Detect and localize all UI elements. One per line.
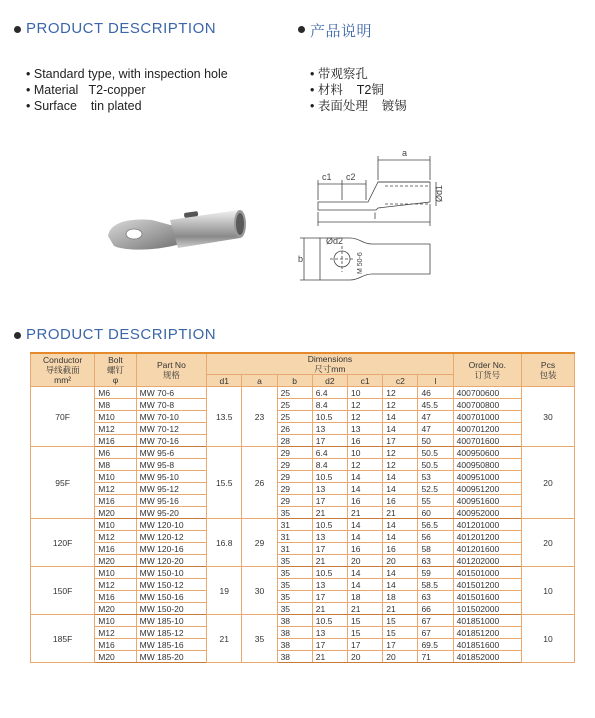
dim-d2-label: Ød2 [326, 236, 344, 246]
table-row [31, 591, 575, 603]
cell-conductor: 70F [31, 387, 95, 447]
cell-c1: 14 [348, 483, 383, 495]
cell-d2: 17 [312, 591, 347, 603]
cell-pcs: 20 [522, 519, 575, 567]
cell-d2: 17 [312, 639, 347, 651]
cell-bolt: M20 [95, 507, 136, 519]
cell-order-no: 401201200 [453, 531, 521, 543]
bullet-icon [14, 26, 21, 33]
cell-d2: 10.5 [312, 615, 347, 627]
table-row [31, 459, 575, 471]
cell-order-no: 400950600 [453, 447, 521, 459]
cell-c1: 18 [348, 591, 383, 603]
cell-b: 29 [277, 483, 312, 495]
bullet-icon [14, 332, 21, 339]
cell-c1: 14 [348, 471, 383, 483]
cell-l: 46 [418, 387, 453, 399]
cell-d2: 10.5 [312, 471, 347, 483]
cell-b: 25 [277, 399, 312, 411]
cell-bolt: M20 [95, 555, 136, 567]
cell-d2: 8.4 [312, 399, 347, 411]
header-dimensions: Dimensions 尺寸mm [207, 353, 454, 375]
table-row [31, 495, 575, 507]
cable-lug-photo [100, 196, 250, 266]
cell-d2: 17 [312, 495, 347, 507]
table-row [31, 435, 575, 447]
cell-l: 50.5 [418, 459, 453, 471]
feature-item: • Material T2-copper [26, 83, 146, 97]
cell-bolt: M20 [95, 603, 136, 615]
cell-l: 66 [418, 603, 453, 615]
cell-l: 58 [418, 543, 453, 555]
table-row [31, 471, 575, 483]
cell-d1: 21 [207, 615, 242, 663]
cell-c2: 14 [383, 471, 418, 483]
cell-order-no: 401201000 [453, 519, 521, 531]
bullet-icon [298, 26, 305, 33]
cell-order-no: 101502000 [453, 603, 521, 615]
cell-a: 26 [242, 447, 277, 519]
cell-part-no: MW 150-20 [136, 603, 206, 615]
cell-l: 47 [418, 423, 453, 435]
cell-order-no: 400951600 [453, 495, 521, 507]
cell-d2: 21 [312, 507, 347, 519]
cell-bolt: M16 [95, 639, 136, 651]
cell-c1: 14 [348, 579, 383, 591]
cell-d2: 13 [312, 627, 347, 639]
cell-c2: 21 [383, 603, 418, 615]
cell-c2: 14 [383, 519, 418, 531]
cell-c1: 16 [348, 543, 383, 555]
cell-order-no: 400700800 [453, 399, 521, 411]
cell-l: 67 [418, 627, 453, 639]
cell-pcs: 20 [522, 447, 575, 519]
cell-c2: 17 [383, 435, 418, 447]
cell-c1: 12 [348, 459, 383, 471]
feature-item: • Surface tin plated [26, 99, 142, 113]
feature-item: • Standard type, with inspection hole [26, 67, 228, 81]
cell-d2: 6.4 [312, 387, 347, 399]
cell-c2: 14 [383, 531, 418, 543]
cell-order-no: 400952000 [453, 507, 521, 519]
dim-c1-label: c1 [322, 172, 332, 182]
table-row [31, 519, 575, 531]
cell-c2: 15 [383, 627, 418, 639]
cell-b: 28 [277, 435, 312, 447]
spec-table [30, 352, 575, 663]
cell-b: 35 [277, 555, 312, 567]
cell-c2: 17 [383, 639, 418, 651]
cell-b: 35 [277, 507, 312, 519]
cell-d2: 21 [312, 603, 347, 615]
cell-order-no: 401501200 [453, 579, 521, 591]
cell-d2: 17 [312, 543, 347, 555]
cell-part-no: MW 95-16 [136, 495, 206, 507]
cell-order-no: 400701000 [453, 411, 521, 423]
cell-bolt: M6 [95, 387, 136, 399]
table-row [31, 531, 575, 543]
features-en [26, 66, 228, 114]
cell-part-no: MW 120-20 [136, 555, 206, 567]
cell-c2: 14 [383, 423, 418, 435]
cell-c2: 16 [383, 543, 418, 555]
cell-c2: 20 [383, 651, 418, 663]
table-row [31, 615, 575, 627]
cell-l: 60 [418, 507, 453, 519]
section-title-en-2: PRODUCT DESCRIPTION [26, 326, 217, 343]
cell-part-no: MW 150-10 [136, 567, 206, 579]
cell-bolt: M12 [95, 579, 136, 591]
cell-part-no: MW 70-8 [136, 399, 206, 411]
dim-b-label: b [298, 254, 304, 264]
cell-c1: 14 [348, 531, 383, 543]
table-row [31, 627, 575, 639]
cell-c1: 21 [348, 507, 383, 519]
cell-part-no: MW 185-16 [136, 639, 206, 651]
table-row [31, 639, 575, 651]
dim-c2-label: c2 [346, 172, 356, 182]
cell-b: 29 [277, 459, 312, 471]
cell-part-no: MW 120-12 [136, 531, 206, 543]
cell-c1: 14 [348, 567, 383, 579]
header-a: a [242, 375, 277, 387]
table-row [31, 423, 575, 435]
cell-b: 35 [277, 603, 312, 615]
cell-part-no: MW 185-12 [136, 627, 206, 639]
cell-l: 55 [418, 495, 453, 507]
cell-b: 38 [277, 639, 312, 651]
cell-d2: 17 [312, 435, 347, 447]
section-title-cn: 产品说明 [310, 23, 373, 40]
cell-l: 45.5 [418, 399, 453, 411]
cell-pcs: 10 [522, 615, 575, 663]
cell-bolt: M10 [95, 411, 136, 423]
cell-order-no: 401851200 [453, 627, 521, 639]
cell-b: 38 [277, 651, 312, 663]
cell-bolt: M12 [95, 627, 136, 639]
cell-c2: 21 [383, 507, 418, 519]
cell-c1: 10 [348, 447, 383, 459]
cell-b: 31 [277, 543, 312, 555]
cell-c2: 15 [383, 615, 418, 627]
cell-order-no: 400951000 [453, 471, 521, 483]
cell-bolt: M12 [95, 531, 136, 543]
header-conductor: Conductor 导线截面 mm² [31, 353, 95, 387]
table-row [31, 483, 575, 495]
cell-b: 29 [277, 471, 312, 483]
cell-d2: 21 [312, 555, 347, 567]
table-row [31, 447, 575, 459]
cell-bolt: M12 [95, 423, 136, 435]
feature-item: • 表面处理 镀锡 [310, 99, 407, 113]
cell-order-no: 401201600 [453, 543, 521, 555]
cell-b: 29 [277, 495, 312, 507]
cell-order-no: 401851600 [453, 639, 521, 651]
cell-c2: 20 [383, 555, 418, 567]
cell-b: 25 [277, 411, 312, 423]
cell-c1: 17 [348, 639, 383, 651]
cell-order-no: 400701200 [453, 423, 521, 435]
cell-c2: 14 [383, 483, 418, 495]
cell-c1: 15 [348, 627, 383, 639]
features-cn [310, 66, 407, 114]
cell-bolt: M10 [95, 471, 136, 483]
cell-bolt: M16 [95, 495, 136, 507]
cell-bolt: M16 [95, 543, 136, 555]
cell-b: 35 [277, 579, 312, 591]
cell-d1: 15.5 [207, 447, 242, 519]
cell-c1: 20 [348, 555, 383, 567]
table-row [31, 555, 575, 567]
cell-c1: 20 [348, 651, 383, 663]
cell-l: 56.5 [418, 519, 453, 531]
cell-c2: 16 [383, 495, 418, 507]
cell-c2: 12 [383, 399, 418, 411]
cell-b: 31 [277, 519, 312, 531]
feature-item: • 材料 T2铜 [310, 83, 384, 97]
cell-b: 29 [277, 447, 312, 459]
cell-order-no: 401851000 [453, 615, 521, 627]
stamp-mark-label: M 50-6 [357, 252, 364, 274]
cell-c2: 12 [383, 447, 418, 459]
technical-drawing [290, 140, 490, 305]
cell-part-no: MW 70-10 [136, 411, 206, 423]
cell-d1: 13.5 [207, 387, 242, 447]
cell-c2: 12 [383, 459, 418, 471]
cell-b: 25 [277, 387, 312, 399]
cell-l: 52.5 [418, 483, 453, 495]
cell-d2: 13 [312, 579, 347, 591]
table-row [31, 387, 575, 399]
header-c2: c2 [383, 375, 418, 387]
cell-l: 71 [418, 651, 453, 663]
header-d1: d1 [207, 375, 242, 387]
cell-part-no: MW 70-16 [136, 435, 206, 447]
cell-l: 53 [418, 471, 453, 483]
table-row [31, 603, 575, 615]
header-l: l [418, 375, 453, 387]
cell-order-no: 400700600 [453, 387, 521, 399]
cell-bolt: M16 [95, 435, 136, 447]
cell-c1: 10 [348, 387, 383, 399]
cell-order-no: 401852000 [453, 651, 521, 663]
table-row [31, 399, 575, 411]
cell-conductor: 120F [31, 519, 95, 567]
cell-part-no: MW 95-10 [136, 471, 206, 483]
cell-l: 50.5 [418, 447, 453, 459]
cell-bolt: M10 [95, 519, 136, 531]
cell-a: 29 [242, 519, 277, 567]
header-pcs: Pcs 包装 [522, 353, 575, 387]
cell-d2: 6.4 [312, 447, 347, 459]
cell-conductor: 95F [31, 447, 95, 519]
cell-c1: 14 [348, 519, 383, 531]
cell-part-no: MW 150-16 [136, 591, 206, 603]
cell-part-no: MW 70-6 [136, 387, 206, 399]
cell-d2: 8.4 [312, 459, 347, 471]
cell-c2: 18 [383, 591, 418, 603]
header-order-no: Order No. 订货号 [453, 353, 521, 387]
cell-c1: 16 [348, 495, 383, 507]
cell-l: 56 [418, 531, 453, 543]
cell-c1: 13 [348, 423, 383, 435]
dim-l-label: l [374, 211, 376, 221]
cell-d2: 13 [312, 531, 347, 543]
cell-d2: 10.5 [312, 411, 347, 423]
header-bolt: Bolt 螺钉 φ [95, 353, 136, 387]
cell-bolt: M8 [95, 399, 136, 411]
cell-bolt: M16 [95, 591, 136, 603]
cell-c1: 21 [348, 603, 383, 615]
cell-c2: 12 [383, 387, 418, 399]
cell-bolt: M12 [95, 483, 136, 495]
cell-c1: 12 [348, 399, 383, 411]
cell-l: 50 [418, 435, 453, 447]
cell-bolt: M20 [95, 651, 136, 663]
cell-c2: 14 [383, 579, 418, 591]
spec-table-body [31, 387, 575, 663]
section-title-en: PRODUCT DESCRIPTION [26, 20, 217, 37]
cell-order-no: 400701600 [453, 435, 521, 447]
cell-a: 30 [242, 567, 277, 615]
cell-part-no: MW 120-16 [136, 543, 206, 555]
cell-part-no: MW 95-8 [136, 459, 206, 471]
cell-c1: 12 [348, 411, 383, 423]
cell-l: 63 [418, 591, 453, 603]
cell-l: 59 [418, 567, 453, 579]
cell-part-no: MW 95-20 [136, 507, 206, 519]
header-b: b [277, 375, 312, 387]
cell-l: 58.5 [418, 579, 453, 591]
cell-part-no: MW 150-12 [136, 579, 206, 591]
cell-conductor: 185F [31, 615, 95, 663]
cell-conductor: 150F [31, 567, 95, 615]
cell-b: 38 [277, 615, 312, 627]
table-row [31, 579, 575, 591]
cell-bolt: M10 [95, 567, 136, 579]
cell-d2: 10.5 [312, 567, 347, 579]
cell-l: 63 [418, 555, 453, 567]
table-row [31, 411, 575, 423]
header-part-no: Part No 规格 [136, 353, 206, 387]
cell-part-no: MW 185-10 [136, 615, 206, 627]
cell-part-no: MW 185-20 [136, 651, 206, 663]
cell-order-no: 401501000 [453, 567, 521, 579]
cell-bolt: M10 [95, 615, 136, 627]
dim-d1-label: Ød1 [434, 184, 444, 202]
dim-a-label: a [402, 148, 408, 158]
cell-l: 47 [418, 411, 453, 423]
feature-item: • 带观察孔 [310, 67, 368, 81]
cell-part-no: MW 95-12 [136, 483, 206, 495]
cell-order-no: 400950800 [453, 459, 521, 471]
table-row [31, 651, 575, 663]
cell-c2: 14 [383, 411, 418, 423]
cell-bolt: M6 [95, 447, 136, 459]
cell-a: 23 [242, 387, 277, 447]
table-row [31, 507, 575, 519]
cell-b: 38 [277, 627, 312, 639]
cell-order-no: 401202000 [453, 555, 521, 567]
cell-a: 35 [242, 615, 277, 663]
cell-part-no: MW 120-10 [136, 519, 206, 531]
cell-pcs: 10 [522, 567, 575, 615]
cell-b: 35 [277, 567, 312, 579]
cell-l: 67 [418, 615, 453, 627]
cell-c2: 14 [383, 567, 418, 579]
cell-d2: 13 [312, 483, 347, 495]
cell-c1: 16 [348, 435, 383, 447]
cell-part-no: MW 95-6 [136, 447, 206, 459]
cell-bolt: M8 [95, 459, 136, 471]
cell-b: 31 [277, 531, 312, 543]
cell-d2: 21 [312, 651, 347, 663]
table-row [31, 543, 575, 555]
cell-d1: 16.8 [207, 519, 242, 567]
table-row [31, 567, 575, 579]
cell-b: 26 [277, 423, 312, 435]
cell-l: 69.5 [418, 639, 453, 651]
cell-d1: 19 [207, 567, 242, 615]
cell-pcs: 30 [522, 387, 575, 447]
cell-order-no: 400951200 [453, 483, 521, 495]
cell-part-no: MW 70-12 [136, 423, 206, 435]
cell-b: 35 [277, 591, 312, 603]
cell-c1: 15 [348, 615, 383, 627]
header-c1: c1 [348, 375, 383, 387]
header-d2: d2 [312, 375, 347, 387]
cell-d2: 10.5 [312, 519, 347, 531]
cell-d2: 13 [312, 423, 347, 435]
cell-order-no: 401501600 [453, 591, 521, 603]
